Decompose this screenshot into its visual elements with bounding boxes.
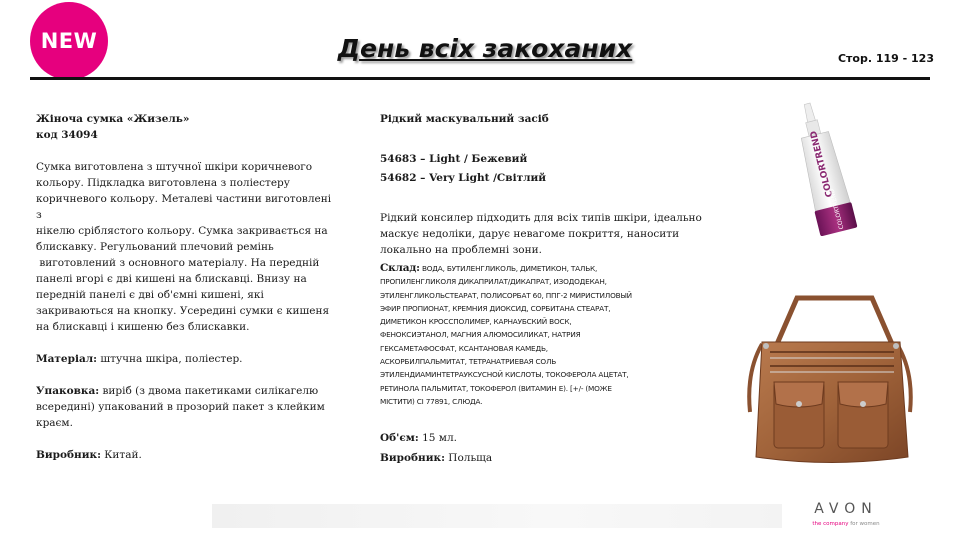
handbag-image	[722, 292, 932, 468]
bag-code: код 34094	[36, 129, 98, 141]
bag-description-column	[36, 111, 336, 463]
bag-desc-line: коричневого кольору. Металеві частини виготовлені з	[36, 193, 332, 221]
bag-maker-value: Китай.	[100, 449, 142, 461]
ingredients-line: ЭТИЛЕНГЛИКОЛЬСТЕАРАТ, ПОЛИСОРБАТ 60, ППГ-2 МИРИСТИЛОВЫЙ	[380, 290, 632, 300]
bag-desc-line: кольору. Підкладка виготовлена з поліестеру	[36, 177, 290, 189]
ingredients-line: ГЕКСАМЕТАФОСФАТ, КСАНТАНОВАЯ КАМЕДЬ,	[380, 343, 548, 353]
bag-material	[36, 351, 336, 367]
ingredients-line: ПРОПИЛЕНГЛИКОЛЯ ДИКАПРИЛАТ/ДИКАПРАТ, ИЗОДОДЕКАН,	[380, 277, 607, 287]
ingredients-line: ВОДА, БУТИЛЕНГЛИКОЛЬ, ДИМЕТИКОН, ТАЛЬК,	[419, 264, 598, 273]
bag-desc-line: передній панелі є дві об'ємні кишені, які	[36, 289, 264, 301]
bag-desc-line: Сумка виготовлена з штучної шкіри коричневого	[36, 161, 313, 173]
concealer-desc-line: маскує недоліки, дарує невагоме покриття, наносити	[380, 228, 680, 240]
page-title: День всіх закоханих	[337, 34, 633, 63]
tube-brand-text: COLORTREND	[809, 129, 836, 199]
bag-desc-line: на блискавці і кишеню без блискавки.	[36, 321, 250, 333]
bag-desc-line: виготовлений з основного матеріалу. На передній	[36, 257, 320, 269]
packaging-line: виріб (з двома пакетиками силікагелю	[99, 385, 319, 397]
new-badge-text: NEW	[40, 29, 98, 53]
concealer-maker-label: Виробник:	[380, 452, 445, 465]
material-value: штучна шкіра, поліестер.	[97, 353, 243, 365]
bag-desc-line: закриваються на кнопку. Усередині сумки є кишеня	[36, 305, 330, 317]
tagline-rest: for women	[848, 521, 880, 527]
avon-tagline	[796, 521, 896, 527]
material-label: Матеріал:	[36, 353, 98, 365]
concealer-volume	[380, 430, 720, 446]
concealer-code: 54683 – Light / Бежевий	[380, 153, 528, 165]
concealer-maker	[380, 450, 720, 466]
concealer-description-column	[380, 111, 720, 466]
bag-desc-line: нікелю сріблястого кольору. Сумка закривається на	[36, 225, 328, 237]
bag-packaging	[36, 383, 336, 399]
bag-desc-line: блискавку. Регульований плечовий ремінь	[36, 241, 274, 253]
tagline-pink: the company	[812, 521, 849, 527]
footer-bar	[212, 504, 782, 528]
concealer-desc-line: Рідкий консилер підходить для всіх типів шкіри, ідеально	[380, 212, 702, 224]
concealer-tube-image	[770, 95, 900, 245]
ingredients-line: РЕТИНОЛА ПАЛЬМИТАТ, ТОКОФЕРОЛ (ВИТАМИН Е). [+/- (МОЖЕ	[380, 383, 612, 393]
cap-brand-text: COLORTREND	[828, 188, 846, 230]
volume-label: Об'єм:	[380, 432, 419, 445]
page-range: Стор. 119 - 123	[837, 52, 934, 65]
concealer-code: 54682 – Very Light /Світлий	[380, 172, 547, 184]
header-divider	[30, 77, 930, 80]
bag-maker-label: Виробник:	[36, 449, 101, 461]
ingredients-line: ФЕНОКСИЭТАНОЛ, МАГНИЯ АЛЮМОСИЛИКАТ, НАТРИЯ	[380, 330, 581, 340]
avon-logo: AVON	[814, 501, 878, 517]
packaging-line: всередині) упакований в прозорий пакет з клейким	[36, 401, 325, 413]
concealer-desc-line: локально на проблемні зони.	[380, 244, 542, 256]
ingredients-line: ЭФИР ПРОПИОНАТ, КРЕМНИЯ ДИОКСИД, СОРБИТАНА СТЕАРАТ,	[380, 303, 611, 313]
packaging-label: Упаковка:	[36, 385, 100, 397]
ingredients-line: АСКОРБИЛПАЛЬМИТАТ, ТЕТРАНАТРИЕВАЯ СОЛЬ	[380, 357, 557, 367]
concealer-maker-value: Польща	[444, 452, 493, 465]
ingredients-line: МІСТИТИ) CI 77891, СЛЮДА.	[380, 396, 483, 406]
volume-value: 15 мл.	[418, 432, 457, 445]
ingredients-line: ЭТИЛЕНДИАМИНТЕТРАУКСУСНОЙ КИСЛОТЫ, ТОКОФЕРОЛА АЦЕТАТ,	[380, 370, 629, 380]
concealer-ingredients	[380, 262, 720, 408]
ingredients-line: ДИМЕТИКОН КРОССПОЛИМЕР, КАРНАУБСКИЙ ВОСК,	[380, 317, 572, 327]
ingredients-label: Склад:	[380, 262, 420, 274]
packaging-line: краєм.	[36, 417, 73, 429]
bag-name: Жіноча сумка «Жизель»	[36, 113, 190, 125]
concealer-name: Рідкий маскувальний засіб	[380, 113, 549, 125]
bag-desc-line: панелі вгорі є дві кишені на блискавці. Внизу на	[36, 273, 307, 285]
bag-maker	[36, 447, 336, 463]
